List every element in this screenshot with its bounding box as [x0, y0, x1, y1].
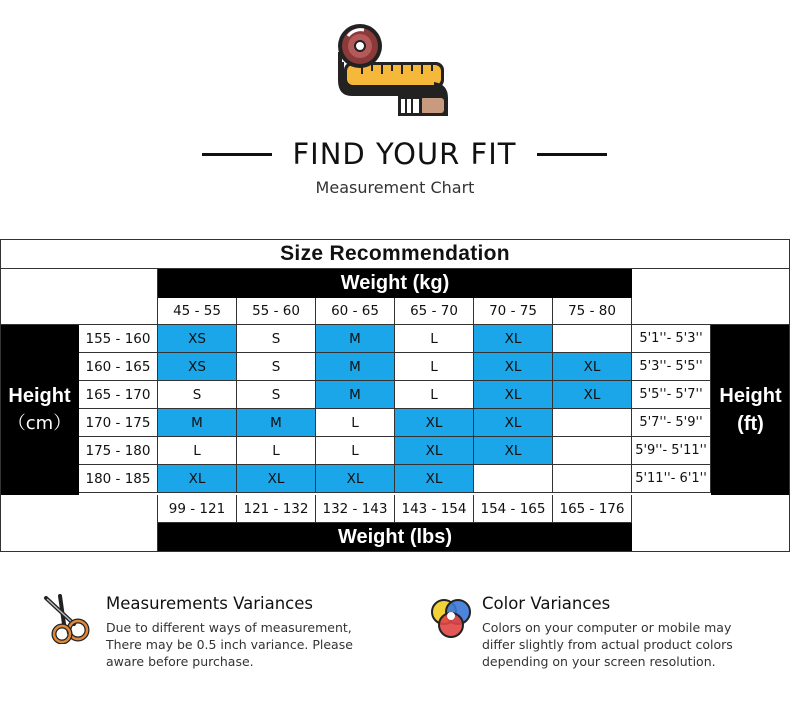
size-cell: XL: [395, 409, 474, 437]
weight-lbs-range: 99 - 121: [158, 495, 237, 523]
height-cm-range: 175 - 180: [79, 437, 158, 465]
size-cell: L: [316, 437, 395, 465]
size-cell: [553, 409, 632, 437]
weight-lbs-range: 132 - 143: [316, 495, 395, 523]
size-cell: S: [158, 381, 237, 409]
size-table: [0, 239, 790, 552]
table-corner-bottom-right: [632, 495, 790, 552]
height-cm-range: 170 - 175: [79, 409, 158, 437]
size-cell: L: [237, 437, 316, 465]
size-cell: L: [395, 325, 474, 353]
size-cell: XL: [395, 437, 474, 465]
height-ft-range: 5'1''- 5'3'': [632, 325, 711, 353]
page-subtitle: Measurement Chart: [315, 178, 475, 197]
height-cm-range: 160 - 165: [79, 353, 158, 381]
weight-lbs-range: 121 - 132: [237, 495, 316, 523]
weight-kg-range: 45 - 55: [158, 298, 237, 325]
height-cm-unit: （cm）: [7, 413, 72, 434]
size-cell: [553, 325, 632, 353]
height-ft-range: 5'9''- 5'11'': [632, 437, 711, 465]
size-cell: L: [395, 381, 474, 409]
height-cm-range: 165 - 170: [79, 381, 158, 409]
size-cell: XS: [158, 325, 237, 353]
height-cm-label: Height: [8, 385, 71, 407]
height-cm-range: 180 - 185: [79, 465, 158, 493]
height-cm-header: [0, 325, 79, 495]
size-cell: XL: [237, 465, 316, 493]
page-title: FIND YOUR FIT: [292, 137, 517, 171]
size-cell: XL: [474, 409, 553, 437]
page-title-row: [0, 136, 790, 172]
weight-lbs-range: 165 - 176: [553, 495, 632, 523]
weight-kg-range: 55 - 60: [237, 298, 316, 325]
weight-kg-range: 65 - 70: [395, 298, 474, 325]
weight-kg-range: 70 - 75: [474, 298, 553, 325]
size-cell: XL: [553, 353, 632, 381]
size-cell: XL: [474, 325, 553, 353]
height-ft-header: [711, 325, 790, 495]
size-cell: [474, 465, 553, 493]
table-title: Size Recommendation: [0, 239, 790, 269]
measurement-note-title: Measurements Variances: [106, 594, 313, 613]
color-wheel-icon: [428, 596, 474, 642]
weight-kg-range: 60 - 65: [316, 298, 395, 325]
size-cell: XS: [158, 353, 237, 381]
size-cell: L: [316, 409, 395, 437]
size-cell: M: [237, 409, 316, 437]
weight-lbs-range: 143 - 154: [395, 495, 474, 523]
height-ft-range: 5'3''- 5'5'': [632, 353, 711, 381]
weight-kg-range: 75 - 80: [553, 298, 632, 325]
size-cell: XL: [158, 465, 237, 493]
tape-measure-icon: [334, 22, 452, 124]
height-ft-unit: (ft): [737, 413, 764, 435]
size-cell: S: [237, 325, 316, 353]
size-cell: L: [158, 437, 237, 465]
scissors-icon: [40, 594, 92, 644]
height-ft-range: 5'5''- 5'7'': [632, 381, 711, 409]
size-cell: XL: [553, 381, 632, 409]
size-cell: XL: [474, 381, 553, 409]
title-divider-right: [537, 153, 607, 156]
height-ft-label: Height: [719, 385, 782, 407]
weight-lbs-header: Weight (lbs): [158, 523, 632, 552]
height-ft-range: 5'7''- 5'9'': [632, 409, 711, 437]
size-cell: [553, 437, 632, 465]
table-corner-top-right: [632, 269, 790, 325]
size-cell: XL: [474, 353, 553, 381]
height-ft-range: 5'11''- 6'1'': [632, 465, 711, 493]
measurement-note-body: Due to different ways of measurement, There may be 0.5 inch variance. Please aware before purchase.: [106, 620, 353, 669]
size-cell: M: [316, 325, 395, 353]
weight-lbs-range: 154 - 165: [474, 495, 553, 523]
size-cell: [553, 465, 632, 493]
table-corner-bottom-left: [0, 495, 158, 552]
size-cell: XL: [316, 465, 395, 493]
size-cell: L: [395, 353, 474, 381]
size-cell: S: [237, 381, 316, 409]
color-note-title: Color Variances: [482, 594, 611, 613]
table-corner-top-left: [0, 269, 158, 325]
height-cm-range: 155 - 160: [79, 325, 158, 353]
size-cell: S: [237, 353, 316, 381]
color-note-body: Colors on your computer or mobile may differ slightly from actual product colors depending on your screen resolution.: [482, 620, 733, 669]
weight-kg-header: Weight (kg): [158, 269, 632, 298]
size-cell: XL: [395, 465, 474, 493]
size-cell: M: [316, 353, 395, 381]
size-cell: M: [158, 409, 237, 437]
size-cell: M: [316, 381, 395, 409]
size-cell: XL: [474, 437, 553, 465]
title-divider-left: [202, 153, 272, 156]
